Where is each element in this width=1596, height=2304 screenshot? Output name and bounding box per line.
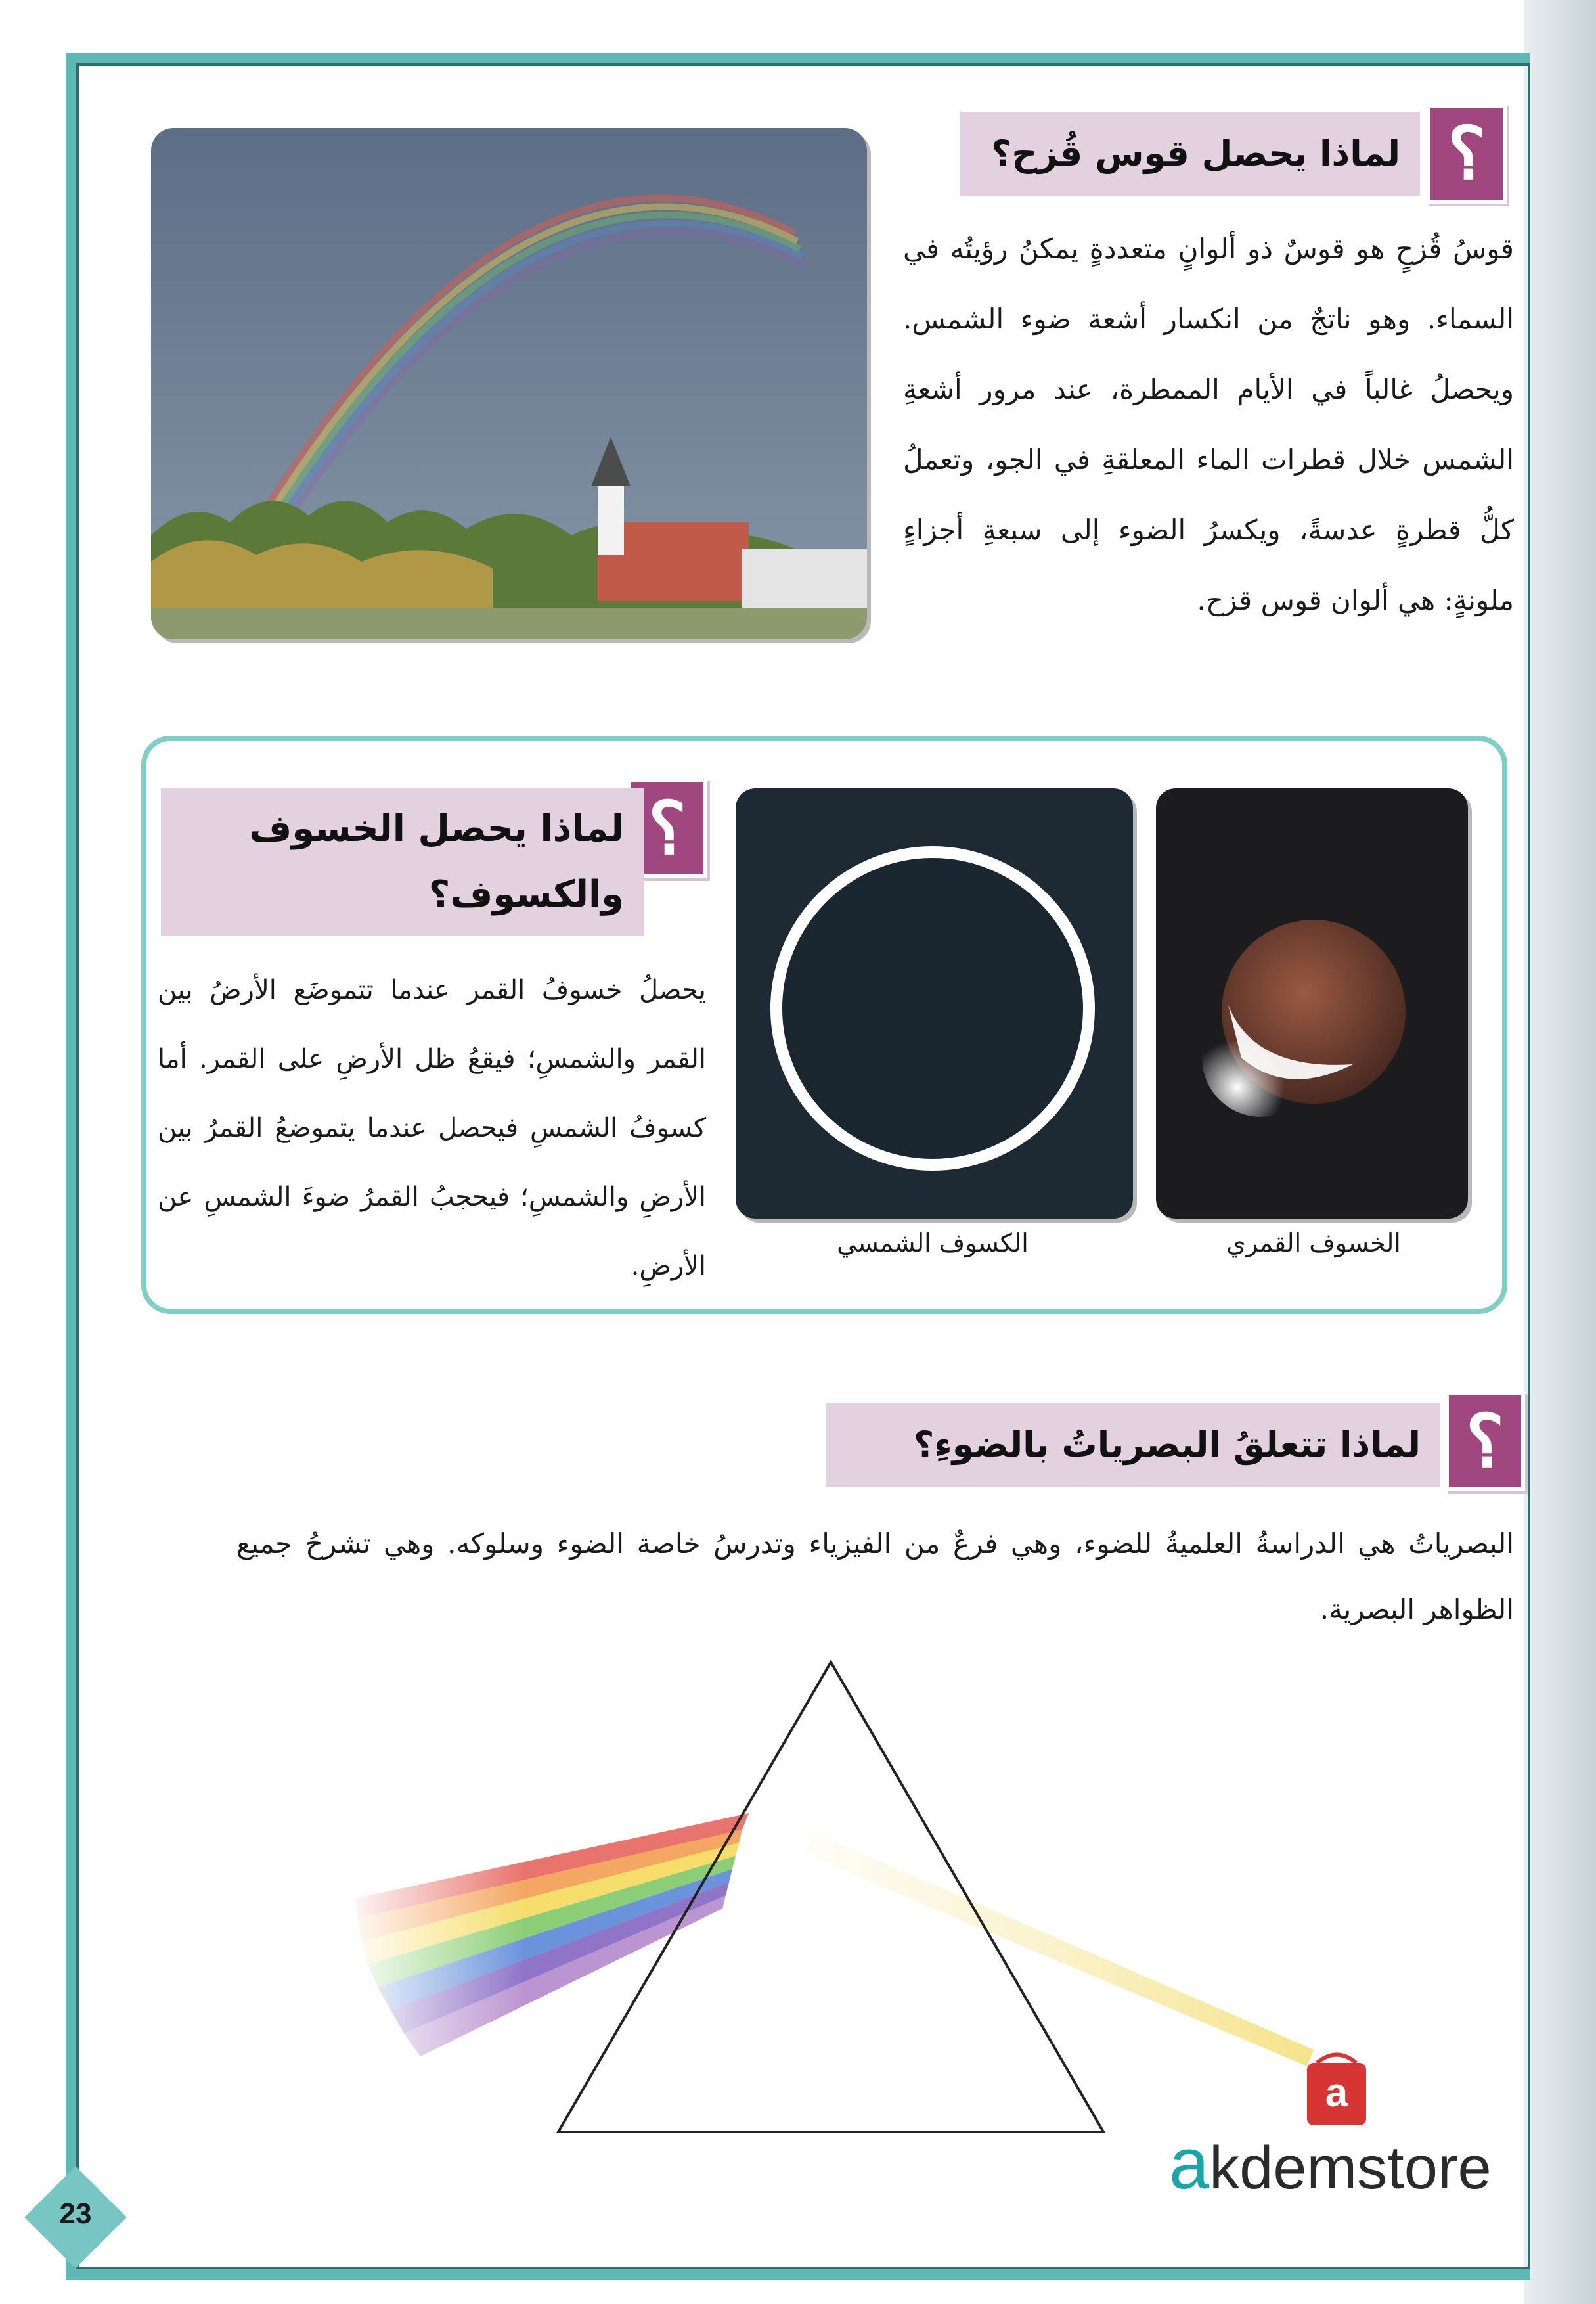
akdemstore-logo	[1169, 2122, 1492, 2205]
section-heading-optics: لماذا تتعلقُ البصرياتُ بالضوءِ؟	[826, 1403, 1440, 1487]
page-number: 23	[59, 2198, 92, 2230]
caption-lunar-eclipse: الخسوف القمري	[1226, 1229, 1401, 1257]
solar-eclipse-icon	[736, 788, 1133, 1219]
optics-paragraph: البصرياتُ هي الدراسةُ العلميةُ للضوء، وهي فرعٌ من الفيزياء وتدرسُ خاصة الضوء وسلوكه. وهي تشرحُ جميع الظواهر البصرية.	[236, 1527, 1514, 1625]
section-heading-rainbow: لماذا يحصل قوس قُزح؟	[960, 112, 1420, 196]
lunar-eclipse-photo	[1156, 788, 1468, 1219]
logo-text-rest: kdemstore	[1209, 2135, 1492, 2202]
section-heading-eclipse: لماذا يحصل الخسوف والكسوف؟	[161, 788, 644, 936]
prism-dispersion-icon	[342, 1642, 1392, 2168]
caption-solar-eclipse: الكسوف الشمسي	[837, 1229, 1029, 1257]
logo-badge-letter: a	[1325, 2070, 1348, 2115]
logo-text-a: a	[1169, 2123, 1210, 2204]
question-mark-badge: ؟	[1427, 104, 1507, 204]
rainbow-paragraph: قوسُ قُزحٍ هو قوسٌ ذو ألوانٍ متعددةٍ يمكنُ رؤيتُه في السماء. وهو ناتجٌ من انكسار أشعة ضوء الشمس. ويحصلُ غالباً في الأيام الممطرة، عند مرور أشعةِ الشمس خلال قطرات الماء المعلقةِ في الجو، وتعملُ كلُّ قطرةٍ عدسةً، ويكسرُ الضوء إلى سبعةِ أجزاءٍ ملونةٍ: هي ألوان قوس قزح.	[903, 233, 1514, 616]
rainbow-photo	[151, 128, 867, 639]
question-mark-badge: ؟	[627, 779, 707, 878]
question-mark-badge: ؟	[1445, 1391, 1525, 1491]
solar-eclipse-photo	[736, 788, 1133, 1219]
page-right-edge	[1524, 0, 1596, 2304]
rainbow-landscape-icon	[151, 128, 867, 639]
eclipse-paragraph: يحصلُ خسوفُ القمر عندما تتموضَع الأرضُ بين القمر والشمسِ؛ فيقعُ ظل الأرضِ على القمر. أما كسوفُ الشمسِ فيحصل عندما يتموضعُ القمرُ بين الأرضِ والشمسِ؛ فيحجبُ القمرُ ضوءَ الشمسِ عن الأرضِ.	[158, 975, 706, 1281]
lunar-eclipse-icon	[1156, 788, 1468, 1219]
